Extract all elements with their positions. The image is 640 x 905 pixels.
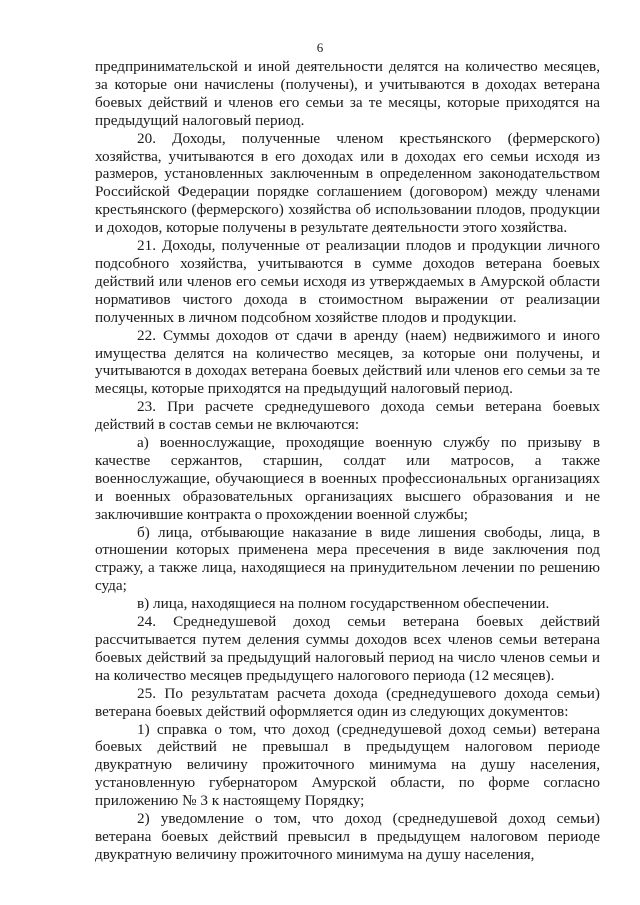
page-number: 6 [316,40,324,55]
paragraph-22: 22. Суммы доходов от сдачи в аренду (наем) недвижимого и иного имущества делятся на количество месяцев, за которые они получены, и учитываются в доходах ветерана боевых действий или членов его семьи за те месяцы, которые приходятся на предыдущий налоговый период. [95,326,600,398]
paragraph-23-v: в) лица, находящиеся на полном государственном обеспечении. [137,595,550,613]
document-body [95,58,600,864]
paragraph-continuation: предпринимательской и иной деятельности делятся на количество месяцев, за которые они начислены (получены), и учитываются в доходах ветерана боевых действий и членов его семьи за те месяцы, которые приходятся на предыдущий налоговый период. [95,58,600,129]
paragraph-24: 24. Среднедушевой доход семьи ветерана боевых действий рассчитывается путем деления суммы доходов всех членов семьи ветерана боевых действий за предыдущий налоговый период на число членов семьи и на количество месяцев предыдущего налогового периода (12 месяцев). [95,613,600,684]
paragraph-25-1: 1) справка о том, что доход (среднедушевой доход семьи) ветерана боевых действий не превышал в предыдущем налоговом периоде двукратную величину прожиточного минимума на душу населения, установленную губернатором Амурской области, по форме согласно приложению № 3 к настоящему Порядку; [95,720,600,810]
paragraph-25-2: 2) уведомление о том, что доход (среднедушевой доход семьи) ветерана боевых действий превысил в предыдущем налоговом периоде двукратную величину прожиточного минимума на душу населения, [95,810,600,863]
paragraph-23-a: а) военнослужащие, проходящие военную службу по призыву в качестве сержантов, старшин, солдат или матросов, а также военнослужащие, обучающиеся в военных профессиональных организациях и военных образовательных организациях высшего образования и не заключившие контракта о прохождении военной службы; [95,434,600,523]
paragraph-20: 20. Доходы, полученные членом крестьянского (фермерского) хозяйства, учитываются в его доходах или в доходах его семьи исходя из размеров, установленных заключенным в определенном законодательством Российской Федерации порядке соглашением (договором) между членами крестьянского (фермерского) хозяйства об использовании плодов, продукции и доходов, которые получены в результате деятельности этого хозяйства. [95,129,600,237]
paragraph-23-b: б) лица, отбывающие наказание в виде лишения свободы, лица, в отношении которых применена мера пресечения в виде заключения под стражу, а также лица, находящиеся на принудительном лечении по решению суда; [95,523,600,595]
paragraph-23: 23. При расчете среднедушевого дохода семьи ветерана боевых действий в состав семьи не включаются: [95,398,600,434]
paragraph-21: 21. Доходы, полученные от реализации плодов и продукции личного подсобного хозяйства, учитываются в сумме доходов ветерана боевых действий или членов его семьи исходя из утверждаемых в Амурской области нормативов чистого дохода в стоимостном выражении от реализации полученных в личном подсобном хозяйстве плодов и продукции. [95,237,600,326]
paragraph-25: 25. По результатам расчета дохода (среднедушевого дохода семьи) ветерана боевых действий оформляется один из следующих документов: [95,684,600,720]
